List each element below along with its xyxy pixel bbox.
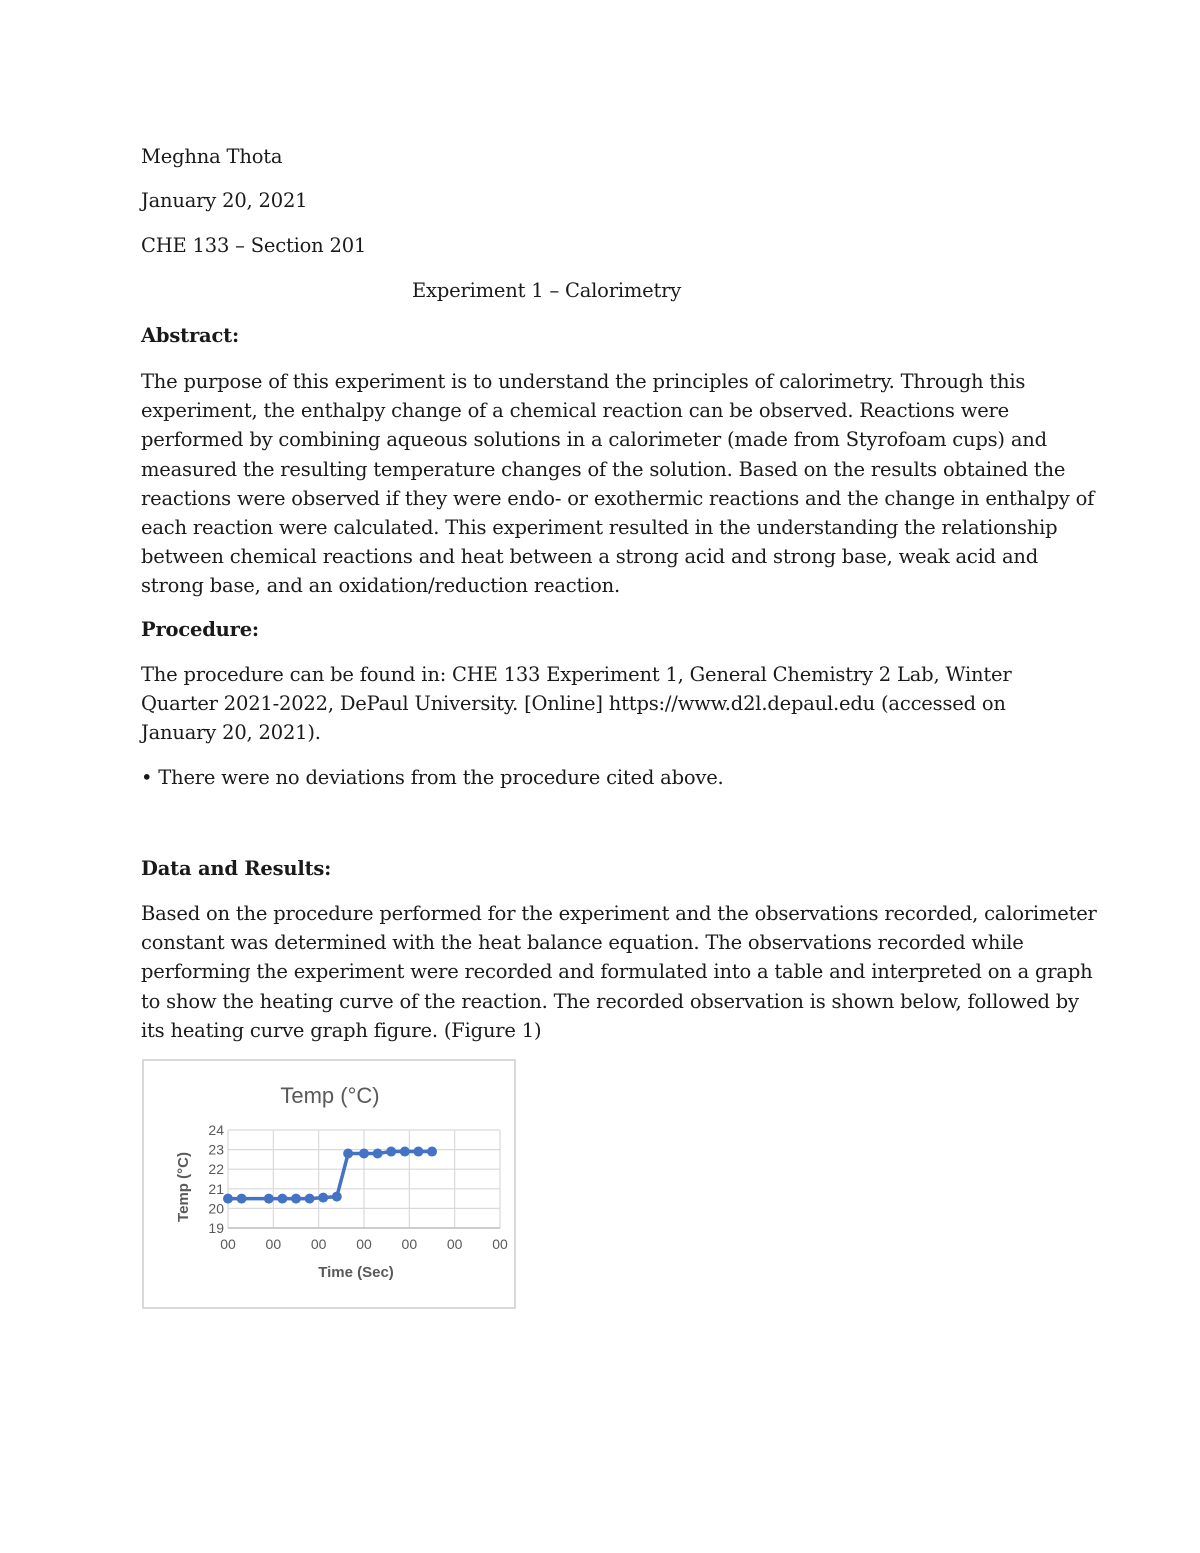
results-line: to show the heating curve of the reaction. The recorded observation is shown below, followed by bbox=[141, 989, 1079, 1013]
chart-x-tick-label: 00 bbox=[356, 1236, 372, 1252]
results-line: constant was determined with the heat balance equation. The observations recorded while bbox=[141, 931, 1024, 955]
chart-x-tick-label: 00 bbox=[310, 1236, 327, 1252]
abstract-line: experiment, the enthalpy change of a chemical reaction can be observed. Reactions were bbox=[141, 399, 1009, 423]
chart-x-ticks bbox=[220, 1236, 508, 1252]
chart-data-point bbox=[373, 1149, 383, 1159]
abstract-line: reactions were observed if they were endo- or exothermic reactions and the change in enthalpy of bbox=[141, 486, 1095, 510]
chart-x-tick-label: 00 bbox=[265, 1236, 282, 1252]
chart-y-axis-label: Temp (°C) bbox=[175, 1152, 192, 1222]
abstract-line: strong base, and an oxidation/reduction reaction. bbox=[141, 574, 621, 598]
report-date: January 20, 2021 bbox=[141, 189, 308, 212]
abstract-heading: Abstract: bbox=[141, 324, 239, 347]
procedure-line: January 20, 2021). bbox=[141, 721, 321, 745]
abstract-paragraph bbox=[141, 367, 1095, 601]
chart-series bbox=[223, 1147, 437, 1204]
chart-y-tick-label: 22 bbox=[208, 1161, 224, 1178]
chart-data-point bbox=[386, 1147, 396, 1157]
chart-data-point bbox=[277, 1194, 287, 1204]
chart-data-point bbox=[291, 1194, 301, 1204]
chart-data-point bbox=[264, 1194, 274, 1204]
chart-x-tick-label: 00 bbox=[220, 1236, 236, 1252]
document-title: Experiment 1 – Calorimetry bbox=[412, 279, 682, 302]
chart-data-point bbox=[400, 1147, 410, 1157]
abstract-line: measured the resulting temperature changes of the solution. Based on the results obtained the bbox=[141, 457, 1066, 481]
procedure-bullet: • There were no deviations from the procedure cited above. bbox=[141, 766, 724, 789]
results-line: performing the experiment were recorded and formulated into a table and interpreted on a graph bbox=[141, 960, 1093, 984]
procedure-line: Quarter 2021-2022, DePaul University. [Online] https://www.d2l.depaul.edu (accessed on bbox=[141, 692, 1006, 716]
procedure-heading: Procedure: bbox=[141, 618, 259, 641]
chart-data-point bbox=[305, 1194, 315, 1204]
results-paragraph bbox=[141, 899, 1097, 1045]
chart-y-tick-label: 19 bbox=[208, 1220, 224, 1236]
chart-series-line bbox=[228, 1152, 432, 1199]
chart-data-point bbox=[223, 1194, 233, 1204]
chart-y-tick-label: 20 bbox=[208, 1200, 224, 1217]
chart-y-tick-label: 23 bbox=[208, 1141, 224, 1158]
abstract-line: each reaction were calculated. This experiment resulted in the understanding the relationship bbox=[141, 516, 1058, 540]
chart-x-tick-label: 00 bbox=[401, 1236, 418, 1252]
abstract-line: performed by combining aqueous solutions in a calorimeter (made from Styrofoam cups) and bbox=[141, 428, 1047, 452]
chart-y-tick-label: 24 bbox=[208, 1122, 224, 1138]
procedure-paragraph bbox=[141, 660, 1071, 748]
chart-data-point bbox=[318, 1193, 328, 1203]
chart-data-point bbox=[427, 1147, 437, 1157]
chart-y-tick-label: 21 bbox=[208, 1180, 224, 1197]
chart-data-point bbox=[359, 1149, 369, 1159]
chart-data-point bbox=[237, 1194, 247, 1204]
chart-data-point bbox=[413, 1147, 423, 1157]
chart-data-point bbox=[332, 1192, 342, 1202]
chart-title: Temp (°C) bbox=[280, 1083, 380, 1108]
course-section: CHE 133 – Section 201 bbox=[141, 234, 367, 257]
figure-1-chart bbox=[142, 1059, 516, 1309]
author-name: Meghna Thota bbox=[141, 145, 283, 168]
chart-x-tick-label: 00 bbox=[492, 1236, 508, 1252]
chart-data-point bbox=[343, 1149, 353, 1159]
chart-y-ticks bbox=[208, 1122, 224, 1236]
results-line: Based on the procedure performed for the experiment and the observations recorded, calorimeter bbox=[141, 902, 1097, 925]
chart-gridlines bbox=[228, 1130, 500, 1228]
procedure-line: The procedure can be found in: CHE 133 Experiment 1, General Chemistry 2 Lab, Winter bbox=[141, 663, 1012, 686]
abstract-line: between chemical reactions and heat between a strong acid and strong base, weak acid and bbox=[141, 545, 1039, 569]
results-heading: Data and Results: bbox=[141, 857, 332, 880]
chart-canvas bbox=[144, 1061, 514, 1307]
chart-x-tick-label: 00 bbox=[446, 1236, 463, 1252]
chart-x-axis-label: Time (Sec) bbox=[318, 1264, 394, 1281]
abstract-line: The purpose of this experiment is to understand the principles of calorimetry. Through this bbox=[141, 370, 1026, 393]
results-line: its heating curve graph figure. (Figure 1) bbox=[141, 1018, 542, 1042]
